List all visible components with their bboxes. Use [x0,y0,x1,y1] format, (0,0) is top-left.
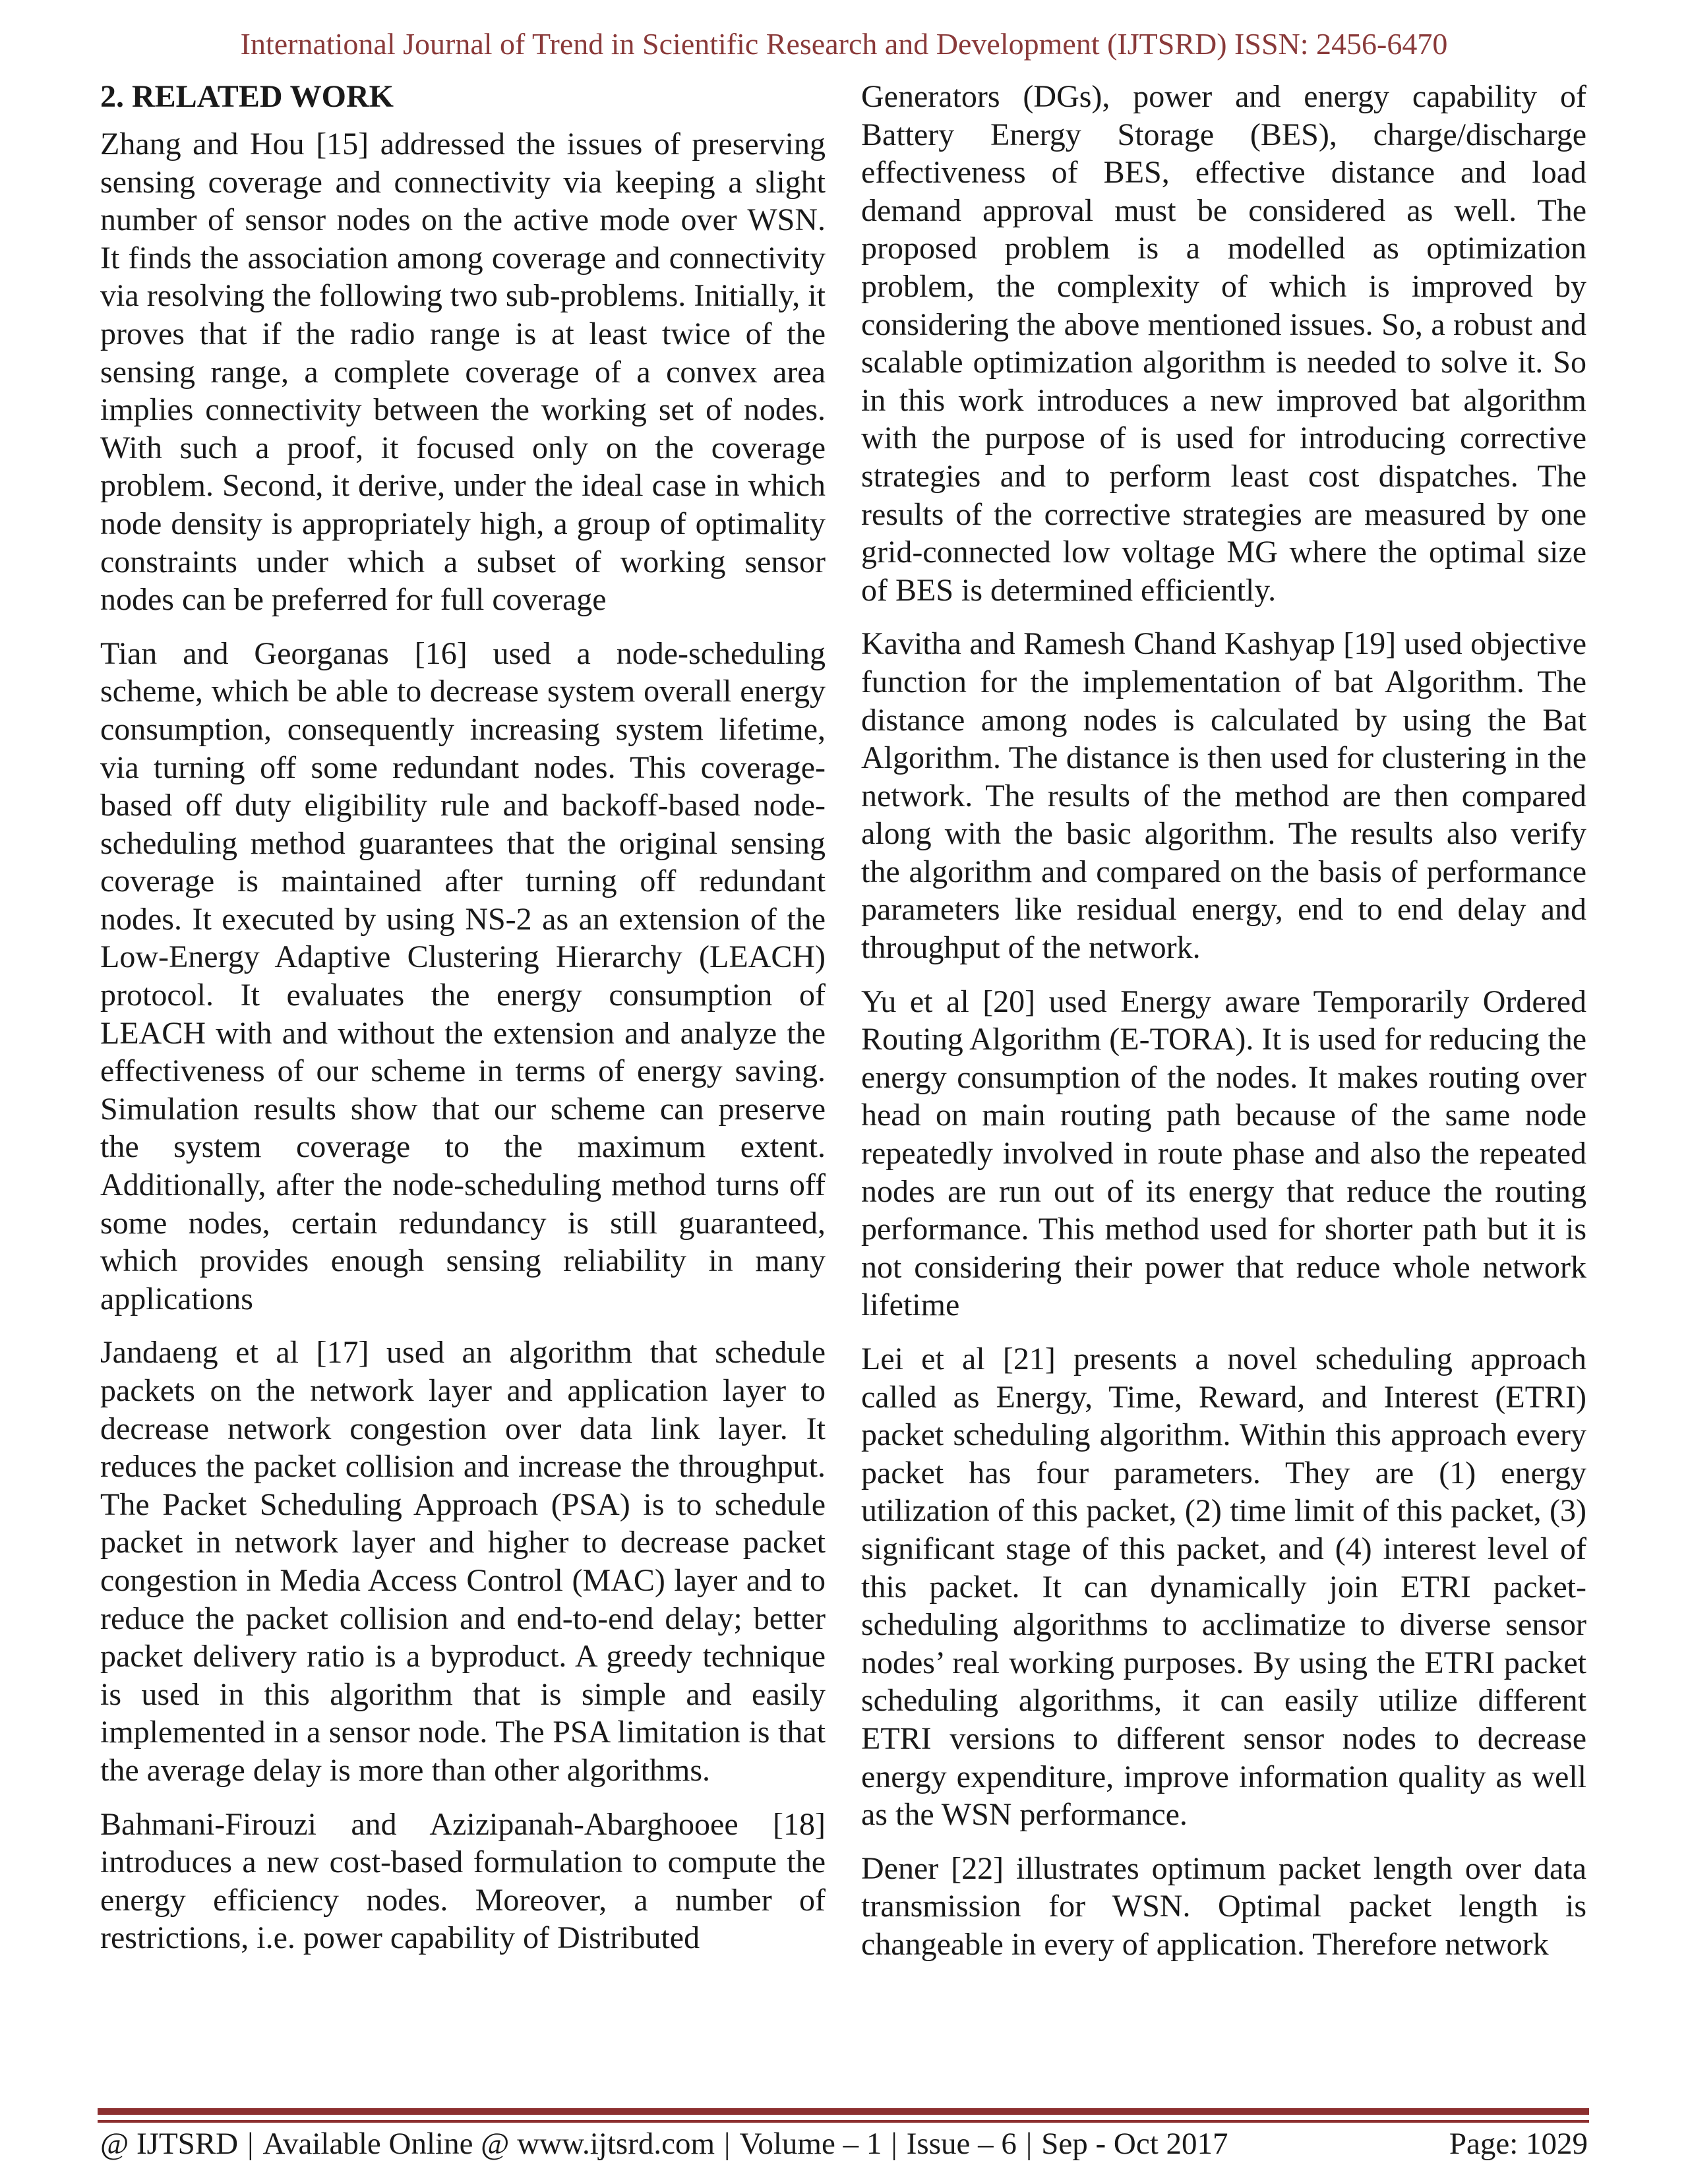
left-column [100,78,826,1973]
footer-page-number: Page: 1029 [1449,2127,1588,2161]
footer-site: @ IJTSRD [100,2127,239,2161]
paragraph-zhang-hou: Zhang and Hou [15] addressed the issues of preserving sensing coverage and connectivity via keeping a slight number of sensor nodes on the active mode over WSN. It finds the association among coverage and connectivity via resolving the following two sub-problems. Initially, it proves that if the radio range is at least twice of the sensing range, a complete coverage of a convex area implies connectivity between the working set of nodes. With such a proof, it focused only on the coverage problem. Second, it derive, under the ideal case in which node density is appropriately high, a group of optimality constraints under which a subset of working sensor nodes can be preferred for full coverage [100,127,826,618]
section-heading: 2. RELATED WORK [100,79,394,114]
footer-date: Sep - Oct 2017 [1041,2127,1228,2161]
footer-issue: Issue – 6 [906,2127,1017,2161]
running-header: International Journal of Trend in Scientific Research and Development (IJTSRD) ISSN: 2456-6470 [240,27,1448,61]
paragraph-bahmani-firouzi: Bahmani-Firouzi and Azizipanah-Abarghooee [18] introduces a new cost-based formulation to compute the energy efficiency nodes. Moreover, a number of restrictions, i.e. power capability of Distributed [100,1806,826,1956]
footer-rule [98,2108,1589,2123]
paragraph-jandaeng: Jandaeng et al [17] used an algorithm that schedule packets on the network layer and application layer to decrease network congestion over data link layer. It reduces the packet collision and increase the throughput. The Packet Scheduling Approach (PSA) is to schedule packet in network layer and higher to decrease packet congestion in Media Access Control (MAC) layer and to reduce the packet collision and end-to-end delay; better packet delivery ratio is a byproduct. A greedy technique is used in this algorithm that is simple and easily implemented in a sensor node. The PSA limitation is that the average delay is more than other algorithms. [100,1335,826,1788]
footer-available-link[interactable]: Available Online @ www.ijtsrd.com [262,2127,715,2161]
paragraph-yu: Yu et al [20] used Energy aware Temporarily Ordered Routing Algorithm (E-TORA). It is used for reducing the energy consumption of the nodes. It makes routing over head on main routing path because of the same node repeatedly involved in route phase and also the repeated nodes are run out of its energy that reduce the routing performance. This method used for shorter path but it is not considering their power that reduce whole network lifetime [861,984,1586,1323]
paragraph-dener: Dener [22] illustrates optimum packet length over data transmission for WSN. Optimal packet length is changeable in every of application. Therefore network [861,1850,1586,1962]
paragraph-lei: Lei et al [21] presents a novel scheduling approach called as Energy, Time, Reward, and Interest (ETRI) packet scheduling algorithm. Within this approach every packet has four parameters. They are (1) energy utilization of this packet, (2) time limit of this packet, (3) significant stage of this packet, and (4) interest level of this packet. It can dynamically join ETRI packet-scheduling algorithms to acclimatize to diverse sensor nodes’ real working purposes. By using the ETRI packet scheduling algorithms, it can easily utilize different ETRI versions to different sensor nodes to decrease energy expenditure, improve information quality as well as the WSN performance. [861,1342,1586,1833]
footer-volume: Volume – 1 [739,2127,882,2161]
page-footer: @ IJTSRD | Available Online @ www.ijtsrd.com | Volume – 1 | Issue – 6 | Sep - Oct 2017 Page: 1029 [100,2127,1588,2161]
paragraph-bahmani-continued: Generators (DGs), power and energy capability of Battery Energy Storage (BES), charge/discharge effectiveness of BES, effective distance and load demand approval must be considered as well. The proposed problem is a modelled as optimization problem, the complexity of which is improved by considering the above mentioned issues. So, a robust and scalable optimization algorithm is needed to solve it. So in this work introduces a new improved bat algorithm with the purpose of is used for introducing corrective strategies and to perform least cost dispatches. The results of the corrective strategies are measured by one grid-connected low voltage MG where the optimal size of BES is determined efficiently. [861,79,1586,608]
paragraph-kavitha: Kavitha and Ramesh Chand Kashyap [19] used objective function for the implementation of bat Algorithm. The distance among nodes is calculated by using the Bat Algorithm. The distance is then used for clustering in the network. The results of the method are then compared along with the basic algorithm. The results also verify the algorithm and compared on the basis of performance parameters like residual energy, end to end delay and throughput of the network. [861,626,1586,966]
right-column [861,78,1586,1980]
paragraph-tian-georganas: Tian and Georganas [16] used a node-scheduling scheme, which be able to decrease system overall energy consumption, consequently increasing system lifetime, via turning off some redundant nodes. This coverage-based off duty eligibility rule and backoff-based node-scheduling method guarantees that the original sensing coverage is maintained after turning off redundant nodes. It executed by using NS-2 as an extension of the Low-Energy Adaptive Clustering Hierarchy (LEACH) protocol. It evaluates the energy consumption of LEACH with and without the extension and analyze the effectiveness of our scheme in terms of energy saving. Simulation results show that our scheme can preserve the system coverage to the maximum extent. Additionally, after the node-scheduling method turns off some nodes, certain redundancy is still guaranteed, which provides enough sensing reliability in many applications [100,635,826,1316]
